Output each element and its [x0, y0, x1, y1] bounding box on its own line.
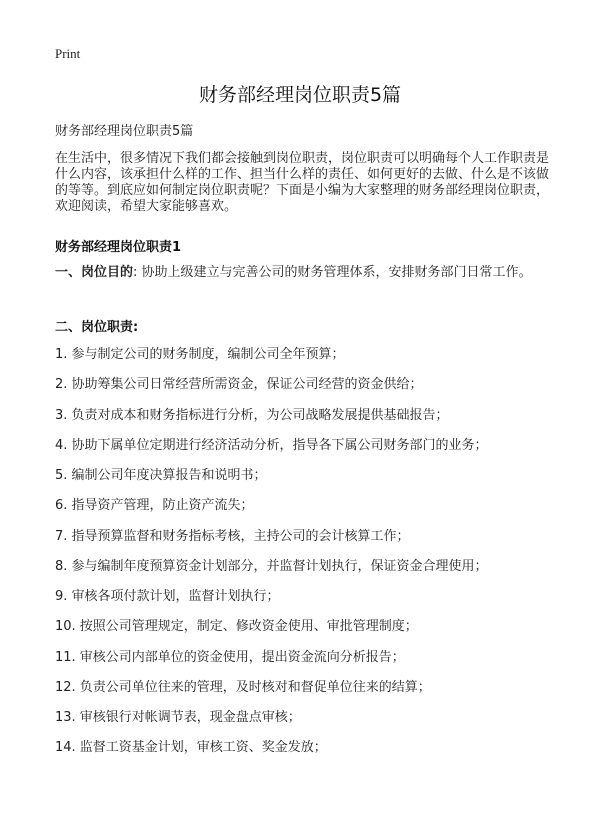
list-item: 4. 协助下属单位定期进行经济活动分析，指导各下属公司财务部门的业务；	[55, 437, 488, 453]
list-item: 10. 按照公司管理规定，制定、修改资金使用、审批管理制度；	[55, 619, 418, 635]
list-item: 6. 指导资产管理，防止资产流失；	[55, 498, 254, 514]
section-heading-1: 财务部经理岗位职责1	[55, 240, 182, 255]
list-item: 14. 监督工资基金计划，审核工资、奖金发放；	[55, 740, 327, 756]
list-item: 2. 协助筹集公司日常经营所需资金，保证公司经营的资金供给；	[55, 377, 423, 393]
list-item: 1. 参与制定公司的财务制度，编制公司全年预算；	[55, 347, 345, 362]
list-item: 11. 审核公司内部单位的资金使用，提出资金流向分析报告；	[55, 649, 405, 665]
purpose-label: 一、岗位目的	[55, 265, 134, 280]
intro-paragraph: 在生活中，很多情况下我们都会接触到岗位职责，岗位职责可以明确每个人工作职责是什么内容，该承担什么样的工作、担当什么样的责任、如何更好的去做、什么是不该做的等等。到底应如何制定岗位职责呢？下面是小编为大家整理的财务部经理岗位职责，欢迎阅读，希望大家能够喜欢。	[55, 151, 550, 214]
purpose-paragraph	[55, 262, 550, 284]
duties-heading: 二、岗位职责:	[55, 320, 139, 335]
list-item: 13. 审核银行对帐调节表，现金盘点审核；	[55, 710, 301, 725]
list-item: 8. 参与编制年度预算资金计划部分，并监督计划执行，保证资金合理使用；	[55, 558, 488, 574]
purpose-text: : 协助上级建立与完善公司的财务管理体系，安排财务部门日常工作。	[133, 265, 532, 280]
list-item: 5. 编制公司年度决算报告和说明书；	[55, 468, 267, 483]
list-item: 12. 负责公司单位往来的管理，及时核对和督促单位往来的结算；	[55, 679, 431, 695]
list-item: 3. 负责对成本和财务指标进行分析，为公司战略发展提供基础报告；	[55, 407, 449, 423]
list-item: 9. 审核各项付款计划，监督计划执行；	[55, 589, 280, 604]
document-title: 财务部经理岗位职责5篇	[198, 84, 402, 106]
document-subtitle: 财务部经理岗位职责5篇	[55, 124, 194, 139]
list-item: 7. 指导预算监督和财务指标考核，主持公司的会计核算工作；	[55, 528, 410, 544]
print-link[interactable]: Print	[55, 46, 81, 61]
duties-list	[55, 344, 555, 768]
